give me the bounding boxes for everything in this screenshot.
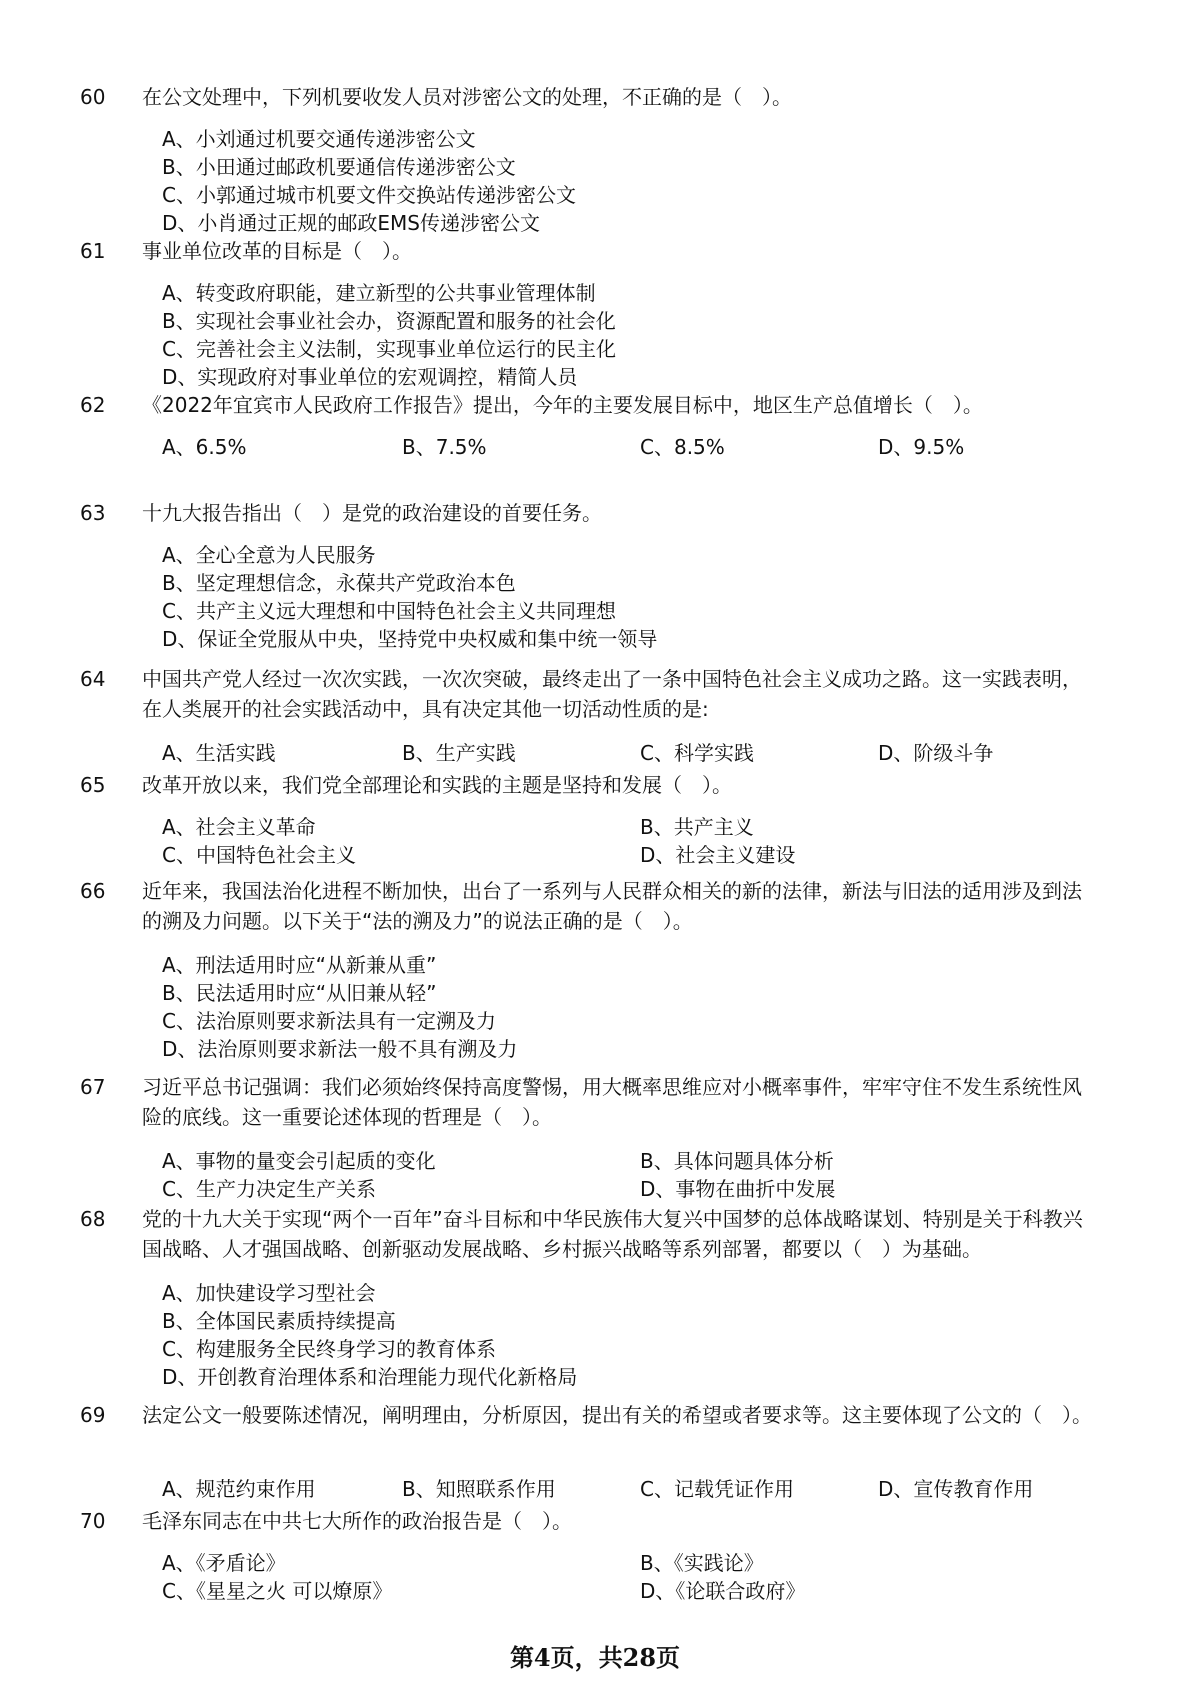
option-b: B、坚定理想信念，永葆共产党政治本色 (162, 571, 516, 595)
question-number: 65 (80, 773, 106, 797)
option-a: A、刑法适用时应“从新兼从重” (162, 953, 437, 977)
question-text: 《2022年宜宾市人民政府工作报告》提出，今年的主要发展目标中，地区生产总值增长（ ）。 (142, 393, 983, 417)
option-b: B、知照联系作用 (402, 1477, 556, 1501)
option-d: D、实现政府对事业单位的宏观调控，精简人员 (162, 365, 578, 389)
question-number: 64 (80, 667, 106, 691)
option-a: A、生活实践 (162, 741, 276, 765)
question-text: 十九大报告指出（ ）是党的政治建设的首要任务。 (142, 501, 602, 525)
option-c: C、小郭通过城市机要文件交换站传递涉密公文 (162, 183, 576, 207)
option-b: B、共产主义 (640, 815, 754, 839)
option-b: B、实现社会事业社会办，资源配置和服务的社会化 (162, 309, 616, 333)
option-c: C、法治原则要求新法具有一定溯及力 (162, 1009, 496, 1033)
option-d: D、9.5% (878, 435, 965, 459)
question-number: 63 (80, 501, 106, 525)
option-a: A、转变政府职能，建立新型的公共事业管理体制 (162, 281, 596, 305)
question-text: 党的十九大关于实现“两个一百年”奋斗目标和中华民族伟大复兴中国梦的总体战略谋划、特别是关于科教兴国战略、人才强国战略、创新驱动发展战略、乡村振兴战略等系列部署，都要以（ ）为基础。 (142, 1207, 1083, 1261)
option-d: D、宣传教育作用 (878, 1477, 1034, 1501)
option-b: B、7.5% (402, 435, 487, 459)
question-number: 69 (80, 1403, 106, 1427)
question-text: 中国共产党人经过一次次实践，一次次突破，最终走出了一条中国特色社会主义成功之路。这一实践表明，在人类展开的社会实践活动中，具有决定其他一切活动性质的是: (142, 667, 1082, 721)
option-d: D、保证全党服从中央，坚持党中央权威和集中统一领导 (162, 627, 658, 651)
question-text: 事业单位改革的目标是（ ）。 (142, 239, 412, 263)
question-number: 60 (80, 85, 106, 109)
option-d: D、社会主义建设 (640, 843, 796, 867)
option-b: B、小田通过邮政机要通信传递涉密公文 (162, 155, 516, 179)
option-c: C、生产力决定生产关系 (162, 1177, 376, 1201)
option-c: C、完善社会主义法制，实现事业单位运行的民主化 (162, 337, 616, 361)
question-number: 68 (80, 1207, 106, 1231)
option-d: D、阶级斗争 (878, 741, 994, 765)
option-b: B、民法适用时应“从旧兼从轻” (162, 981, 437, 1005)
option-d: D、小肖通过正规的邮政EMS传递涉密公文 (162, 211, 540, 235)
option-a: A、《矛盾论》 (162, 1551, 286, 1575)
option-a: A、加快建设学习型社会 (162, 1281, 376, 1305)
option-d: D、《论联合政府》 (640, 1579, 806, 1603)
option-b: B、具体问题具体分析 (640, 1149, 834, 1173)
option-c: C、中国特色社会主义 (162, 843, 356, 867)
option-c: C、构建服务全民终身学习的教育体系 (162, 1337, 496, 1361)
option-d: D、开创教育治理体系和治理能力现代化新格局 (162, 1365, 578, 1389)
question-number: 70 (80, 1509, 106, 1533)
option-a: A、小刘通过机要交通传递涉密公文 (162, 127, 476, 151)
page-footer: 第4页，共28页 (509, 1643, 681, 1672)
option-b: B、《实践论》 (640, 1551, 764, 1575)
option-d: D、事物在曲折中发展 (640, 1177, 836, 1201)
question-number: 66 (80, 879, 106, 903)
option-a: A、事物的量变会引起质的变化 (162, 1149, 436, 1173)
question-number: 61 (80, 239, 106, 263)
option-c: C、记载凭证作用 (640, 1477, 794, 1501)
option-a: A、6.5% (162, 435, 247, 459)
option-a: A、全心全意为人民服务 (162, 543, 376, 567)
option-c: C、科学实践 (640, 741, 754, 765)
question-text: 在公文处理中，下列机要收发人员对涉密公文的处理，不正确的是（ ）。 (142, 85, 792, 109)
option-a: A、规范约束作用 (162, 1477, 316, 1501)
question-text: 习近平总书记强调：我们必须始终保持高度警惕，用大概率思维应对小概率事件，牢牢守住不发生系统性风险的底线。这一重要论述体现的哲理是（ ）。 (142, 1075, 1082, 1129)
option-c: C、《星星之火 可以燎原》 (162, 1579, 393, 1603)
question-number: 67 (80, 1075, 106, 1099)
question-text: 毛泽东同志在中共七大所作的政治报告是（ ）。 (142, 1509, 572, 1533)
question-text: 近年来，我国法治化进程不断加快，出台了一系列与人民群众相关的新的法律，新法与旧法的适用涉及到法的溯及力问题。以下关于“法的溯及力”的说法正确的是（ ）。 (142, 879, 1082, 933)
option-c: C、8.5% (640, 435, 725, 459)
question-text: 改革开放以来，我们党全部理论和实践的主题是坚持和发展（ ）。 (142, 773, 732, 797)
question-number: 62 (80, 393, 106, 417)
question-text: 法定公文一般要陈述情况，阐明理由，分析原因，提出有关的希望或者要求等。这主要体现了公文的（ ）。 (142, 1403, 1092, 1427)
option-c: C、共产主义远大理想和中国特色社会主义共同理想 (162, 599, 616, 623)
option-b: B、生产实践 (402, 741, 516, 765)
option-d: D、法治原则要求新法一般不具有溯及力 (162, 1037, 518, 1061)
option-b: B、全体国民素质持续提高 (162, 1309, 396, 1333)
option-a: A、社会主义革命 (162, 815, 316, 839)
